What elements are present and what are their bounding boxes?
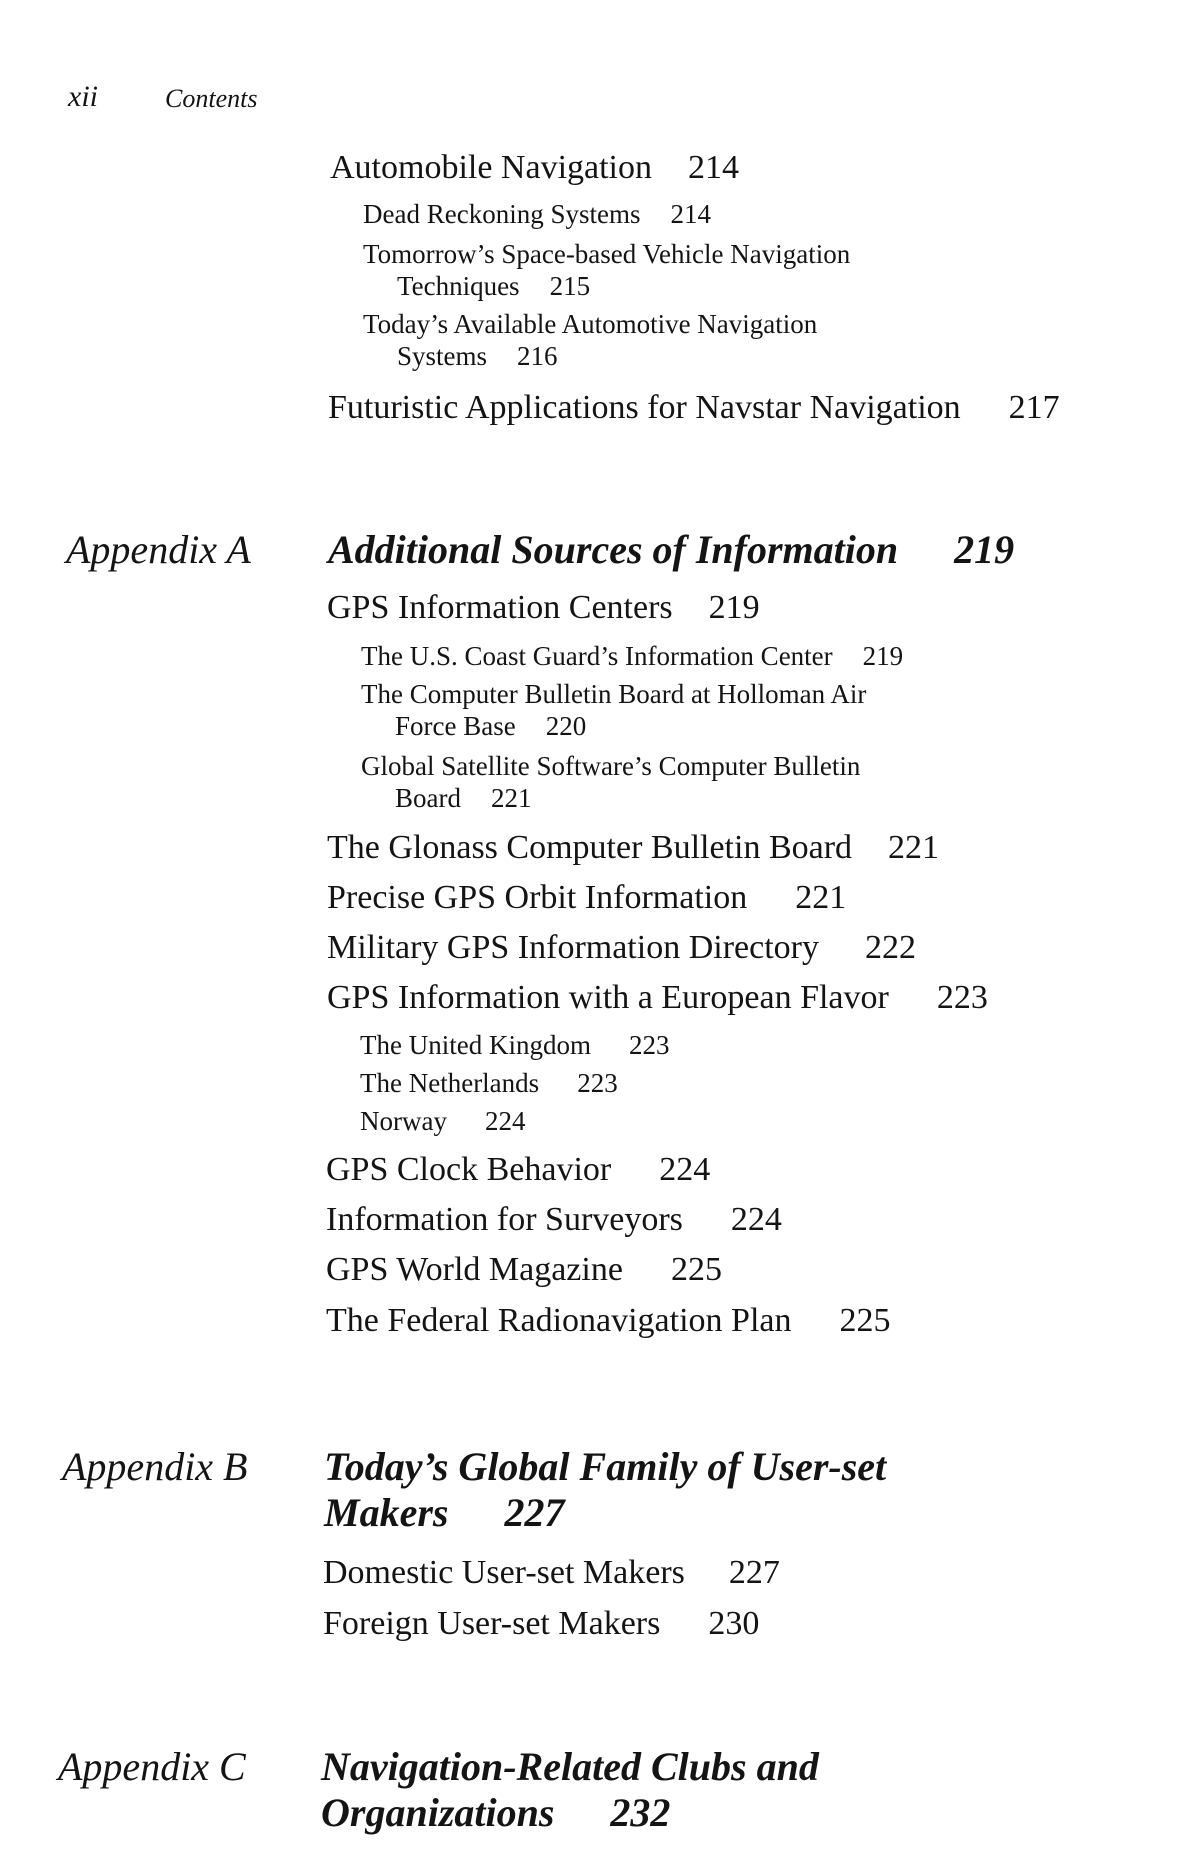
toc-entry-title: Futuristic Applications for Navstar Navigation bbox=[328, 389, 961, 426]
running-head-title: Contents bbox=[165, 84, 258, 113]
toc-entry-title: Today’s Available Automotive Navigation bbox=[363, 309, 818, 339]
appendix-b-title[interactable] bbox=[324, 1444, 886, 1536]
toc-entry-page: 219 bbox=[708, 589, 760, 626]
toc-subentry[interactable] bbox=[360, 1105, 525, 1138]
toc-entry-page: 217 bbox=[1008, 389, 1060, 426]
appendix-title-text: Navigation-Related Clubs and bbox=[321, 1744, 819, 1789]
appendix-c-label: Appendix C bbox=[58, 1744, 246, 1789]
toc-entry-title: The Netherlands bbox=[360, 1068, 540, 1098]
toc-entry-title: The U.S. Coast Guard’s Information Center bbox=[361, 641, 833, 671]
toc-entry-title: Global Satellite Software’s Computer Bulletin bbox=[361, 751, 861, 781]
toc-entry-page: 220 bbox=[545, 711, 587, 741]
toc-entry-title-continued: Systems bbox=[397, 341, 488, 371]
toc-entry-page: 223 bbox=[577, 1068, 618, 1098]
toc-entry[interactable] bbox=[323, 1553, 780, 1593]
toc-entry-title: Tomorrow’s Space-based Vehicle Navigation bbox=[363, 239, 851, 269]
toc-entry-title: The Federal Radionavigation Plan bbox=[326, 1302, 792, 1339]
appendix-title-text-continued: Makers bbox=[324, 1490, 449, 1535]
page-folio: xii bbox=[68, 80, 98, 113]
toc-subentry[interactable] bbox=[363, 198, 711, 231]
toc-entry[interactable] bbox=[323, 1604, 759, 1644]
appendix-title-text: Additional Sources of Information bbox=[328, 527, 899, 572]
toc-entry[interactable] bbox=[326, 1250, 722, 1290]
appendix-a-title[interactable] bbox=[328, 527, 1014, 573]
appendix-page: 232 bbox=[610, 1790, 671, 1835]
toc-entry-page: 225 bbox=[670, 1251, 722, 1288]
toc-subentry[interactable] bbox=[363, 238, 850, 302]
toc-entry-page: 215 bbox=[549, 271, 591, 301]
toc-subentry[interactable] bbox=[363, 308, 817, 372]
toc-entry-page: 225 bbox=[839, 1302, 891, 1339]
toc-subentry[interactable] bbox=[361, 678, 866, 742]
toc-entry-title: Precise GPS Orbit Information bbox=[327, 879, 748, 916]
toc-entry[interactable] bbox=[327, 928, 916, 968]
toc-entry-page: 221 bbox=[888, 829, 940, 866]
toc-entry-page: 223 bbox=[936, 979, 988, 1016]
toc-entry-title: Norway bbox=[360, 1106, 447, 1136]
toc-entry-title: Domestic User-set Makers bbox=[323, 1554, 685, 1591]
toc-entry[interactable] bbox=[327, 588, 760, 628]
toc-entry-title-continued: Force Base bbox=[395, 711, 516, 741]
toc-subentry[interactable] bbox=[361, 750, 860, 814]
toc-entry-title: Dead Reckoning Systems bbox=[363, 199, 641, 229]
toc-entry-title-continued: Board bbox=[395, 783, 461, 813]
toc-entry-title: GPS Clock Behavior bbox=[326, 1151, 612, 1188]
toc-entry-title: The Glonass Computer Bulletin Board bbox=[327, 829, 853, 866]
toc-entry-page: 219 bbox=[862, 641, 904, 671]
toc-entry-title: Information for Surveyors bbox=[326, 1201, 683, 1238]
toc-entry-page: 216 bbox=[517, 341, 558, 371]
toc-entry-title: Foreign User-set Makers bbox=[323, 1605, 661, 1642]
toc-subentry[interactable] bbox=[360, 1029, 669, 1062]
toc-entry[interactable] bbox=[327, 978, 988, 1018]
toc-entry-title-continued: Techniques bbox=[397, 271, 520, 301]
toc-entry[interactable] bbox=[328, 388, 1060, 428]
toc-entry[interactable] bbox=[327, 828, 939, 868]
appendix-b-label: Appendix B bbox=[62, 1444, 248, 1489]
toc-entry-title: Automobile Navigation bbox=[330, 149, 653, 186]
toc-entry-title: The United Kingdom bbox=[360, 1030, 591, 1060]
appendix-title-text: Today’s Global Family of User-set bbox=[324, 1444, 887, 1489]
toc-entry-title: Military GPS Information Directory bbox=[327, 929, 819, 966]
toc-entry[interactable] bbox=[330, 148, 739, 188]
appendix-page: 227 bbox=[504, 1490, 565, 1535]
appendix-a-label: Appendix A bbox=[66, 527, 251, 572]
toc-entry[interactable] bbox=[327, 878, 846, 918]
toc-entry-page: 224 bbox=[659, 1151, 711, 1188]
toc-entry-page: 221 bbox=[795, 879, 847, 916]
toc-entry-page: 223 bbox=[628, 1030, 670, 1060]
toc-entry-page: 214 bbox=[670, 199, 711, 229]
toc-entry-title: The Computer Bulletin Board at Holloman Air bbox=[361, 679, 867, 709]
toc-entry-page: 230 bbox=[708, 1605, 760, 1642]
appendix-title-text-continued: Organizations bbox=[321, 1790, 555, 1835]
toc-entry-page: 224 bbox=[484, 1106, 526, 1136]
toc-subentry[interactable] bbox=[360, 1067, 618, 1100]
toc-subentry[interactable] bbox=[361, 640, 903, 673]
toc-entry-page: 214 bbox=[688, 149, 740, 186]
toc-entry-title: GPS Information with a European Flavor bbox=[327, 979, 889, 1016]
toc-entry-page: 221 bbox=[490, 783, 532, 813]
toc-entry[interactable] bbox=[326, 1150, 710, 1190]
toc-entry-page: 227 bbox=[728, 1554, 780, 1591]
toc-entry[interactable] bbox=[326, 1200, 782, 1240]
appendix-c-title[interactable] bbox=[321, 1744, 819, 1836]
toc-entry-title: GPS World Magazine bbox=[326, 1251, 623, 1288]
appendix-page: 219 bbox=[954, 527, 1015, 572]
toc-entry-page: 224 bbox=[730, 1201, 782, 1238]
toc-entry[interactable] bbox=[326, 1301, 891, 1341]
toc-entry-title: GPS Information Centers bbox=[327, 589, 673, 626]
toc-entry-page: 222 bbox=[864, 929, 916, 966]
